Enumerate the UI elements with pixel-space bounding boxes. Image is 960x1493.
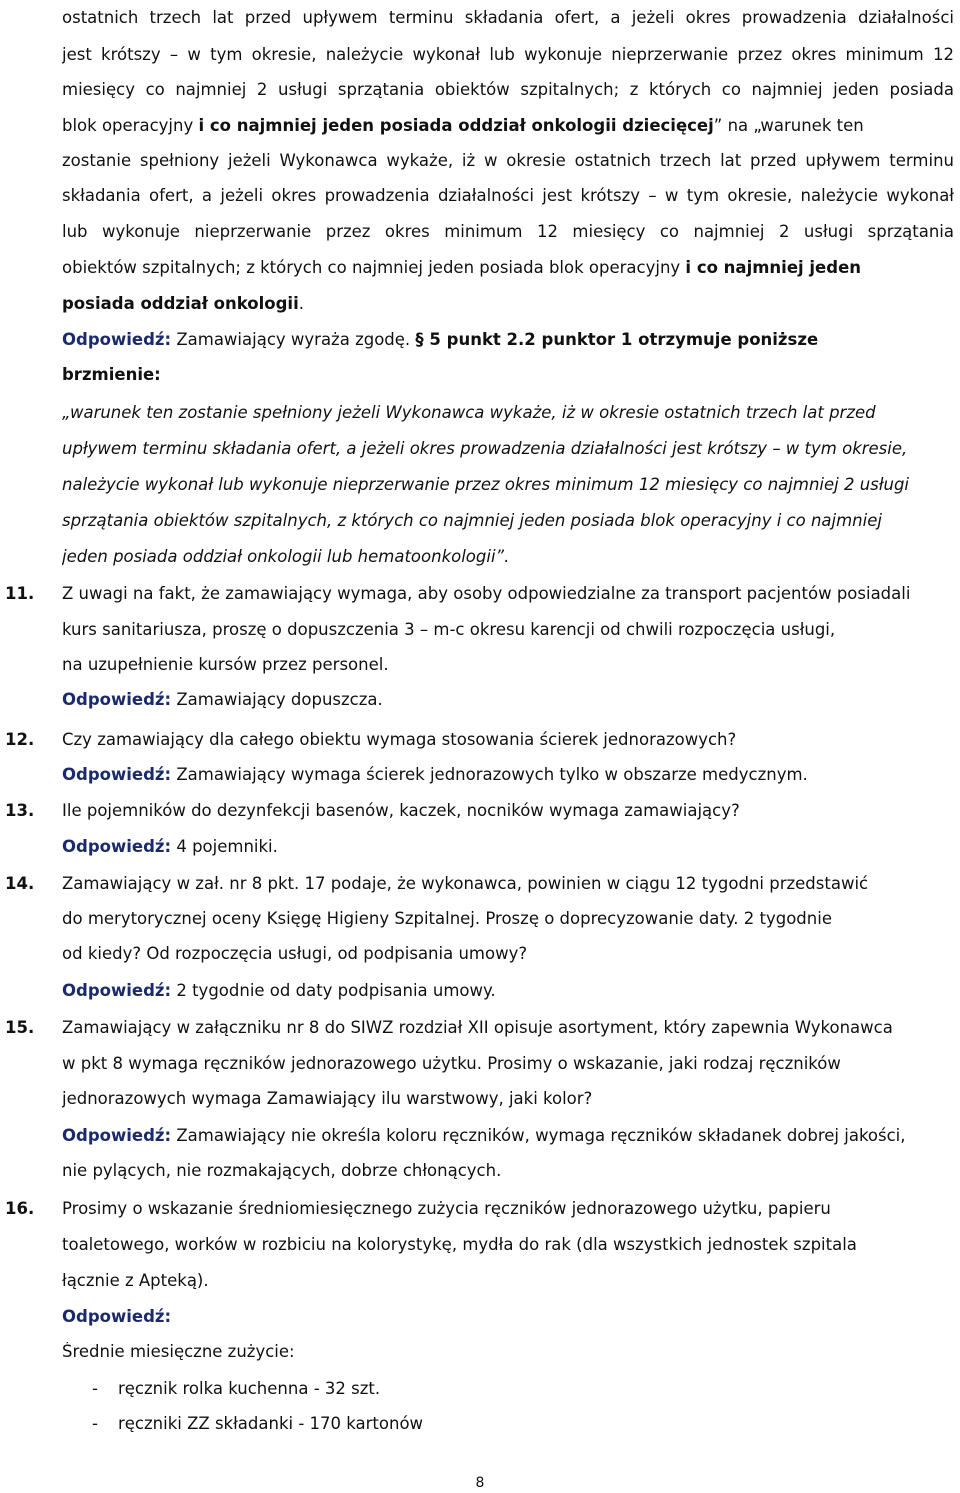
question-line: w pkt 8 wymaga ręczników jednorazowego użytku. Prosimy o wskazanie, jaki rodzaj ręczników — [62, 1054, 841, 1073]
answer-line — [62, 765, 954, 785]
question-line: Zamawiający w zał. nr 8 pkt. 17 podaje, że wykonawca, powinien w ciągu 12 tygodni przedstawić — [62, 874, 869, 893]
question-line: Czy zamawiający dla całego obiektu wymaga stosowania ścierek jednorazowych? — [62, 730, 737, 749]
quote-line: sprzątania obiektów szpitalnych, z których co najmniej jeden posiada blok operacyjny i co najmniej — [62, 511, 882, 530]
quote-line: jeden posiada oddział onkologii lub hematoonkologii”. — [62, 547, 510, 566]
quote-line: „warunek ten zostanie spełniony jeżeli Wykonawca wykaże, iż w okresie ostatnich trzech lat przed — [62, 403, 876, 422]
paragraph-line: zostanie spełniony jeżeli Wykonawca wykaże, iż w okresie ostatnich trzech lat przed upływem terminu — [62, 151, 954, 170]
question-line: Ile pojemników do dezynfekcji basenów, kaczek, nocników wymaga zamawiający? — [62, 801, 740, 820]
paragraph-line: ostatnich trzech lat przed upływem terminu składania ofert, a jeżeli okres prowadzenia działalności — [62, 8, 954, 27]
bold-span: posiada oddział onkologii — [62, 294, 299, 313]
item-number: 14. — [5, 874, 35, 893]
bold-span: i co najmniej jeden posiada oddział onkologii dziecięcej — [198, 116, 714, 135]
bullet-dash: - — [92, 1414, 98, 1433]
paragraph-line — [62, 294, 954, 314]
answer-line — [62, 981, 954, 1001]
answer-line — [62, 1126, 954, 1146]
question-line: Prosimy o wskazanie średniomiesięcznego zużycia ręczników jednorazowego użytku, papieru — [62, 1199, 831, 1218]
answer-line — [62, 690, 954, 710]
answer-text: Zamawiający wymaga ścierek jednorazowych tylko w obszarze medycznym. — [171, 765, 808, 784]
answer-label: Odpowiedź: — [62, 330, 172, 349]
answer-text: 2 tygodnie od daty podpisania umowy. — [171, 981, 496, 1000]
answer-label: Odpowiedź: — [62, 765, 172, 784]
question-line: kurs sanitariusza, proszę o dopuszczenia 3 – m-c okresu karencji od chwili rozpoczęcia usługi, — [62, 620, 836, 639]
page-number: 8 — [475, 1475, 485, 1491]
item-number: 16. — [5, 1199, 35, 1218]
question-line: od kiedy? Od rozpoczęcia usługi, od podpisania umowy? — [62, 944, 528, 963]
question-line: Z uwagi na fakt, że zamawiający wymaga, aby osoby odpowiedzialne za transport pacjentów posiadali — [62, 584, 911, 603]
question-line: do merytorycznej oceny Księgę Higieny Szpitalnej. Proszę o doprecyzowanie daty. 2 tygodnie — [62, 909, 832, 928]
question-line: toaletowego, worków w rozbiciu na kolorystykę, mydła do rak (dla wszystkich jednostek szpitala — [62, 1235, 857, 1254]
paragraph-line: lub wykonuje nieprzerwanie przez okres minimum 12 miesięcy co najmniej 2 usługi sprzątania — [62, 222, 954, 241]
answer-text: Zamawiający wyraża zgodę. — [171, 330, 416, 349]
list-item: ręczniki ZZ składanki - 170 kartonów — [118, 1414, 424, 1433]
answer-line — [62, 1307, 954, 1327]
text-span: . — [298, 294, 304, 313]
question-line: łącznie z Apteką). — [62, 1271, 209, 1290]
paragraph-line: miesięcy co najmniej 2 usługi sprzątania obiektów szpitalnych; z których co najmniej jeden posiada — [62, 80, 954, 99]
question-line: jednorazowych wymaga Zamawiający ilu warstwowy, jaki kolor? — [62, 1089, 593, 1108]
item-number: 13. — [5, 801, 35, 820]
answer-line: brzmienie: — [62, 365, 161, 384]
bullet-dash: - — [92, 1379, 98, 1398]
paragraph-line: jest krótszy – w tym okresie, należycie wykonał lub wykonuje nieprzerwanie przez okres minimum 12 — [62, 45, 954, 64]
quote-line: należycie wykonał lub wykonuje nieprzerwanie przez okres minimum 12 miesięcy co najmniej 2 usługi — [62, 475, 910, 494]
answer-label: Odpowiedź: — [62, 1126, 172, 1145]
answer-label: Odpowiedź: — [62, 690, 172, 709]
item-number: 11. — [5, 584, 35, 603]
item-number: 12. — [5, 730, 35, 749]
text-span: blok operacyjny — [62, 116, 199, 135]
question-line: Zamawiający w załączniku nr 8 do SIWZ rozdział XII opisuje asortyment, który zapewnia Wykonawca — [62, 1018, 893, 1037]
answer-text: 4 pojemniki. — [171, 837, 278, 856]
list-item: ręcznik rolka kuchenna - 32 szt. — [118, 1379, 381, 1398]
question-line: na uzupełnienie kursów przez personel. — [62, 655, 389, 674]
paragraph-line — [62, 116, 954, 136]
answer-text: Zamawiający nie określa koloru ręczników, wymaga ręczników składanek dobrej jakości, — [171, 1126, 906, 1145]
text-span: obiektów szpitalnych; z których co najmniej jeden posiada blok operacyjny — [62, 258, 686, 277]
answer-bold: § 5 punkt 2.2 punktor 1 otrzymuje poniższe — [415, 330, 819, 349]
item-number: 15. — [5, 1018, 35, 1037]
bold-span: i co najmniej jeden — [685, 258, 862, 277]
answer-line — [62, 837, 954, 857]
answer-label: Odpowiedź: — [62, 1307, 172, 1326]
paragraph-line — [62, 258, 954, 278]
answer-text: Zamawiający dopuszcza. — [171, 690, 383, 709]
answer-label: Odpowiedź: — [62, 981, 172, 1000]
answer-label: Odpowiedź: — [62, 837, 172, 856]
answer-line — [62, 330, 954, 350]
subheading: Średnie miesięczne zużycie: — [62, 1342, 295, 1361]
answer-line: nie pylących, nie rozmakających, dobrze chłonących. — [62, 1161, 502, 1180]
quote-line: upływem terminu składania ofert, a jeżeli okres prowadzenia działalności jest krótszy – w tym okresie, — [62, 439, 908, 458]
text-span: ” na „warunek ten — [713, 116, 864, 135]
paragraph-line: składania ofert, a jeżeli okres prowadzenia działalności jest krótszy – w tym okresie, należycie wykonał — [62, 186, 954, 205]
